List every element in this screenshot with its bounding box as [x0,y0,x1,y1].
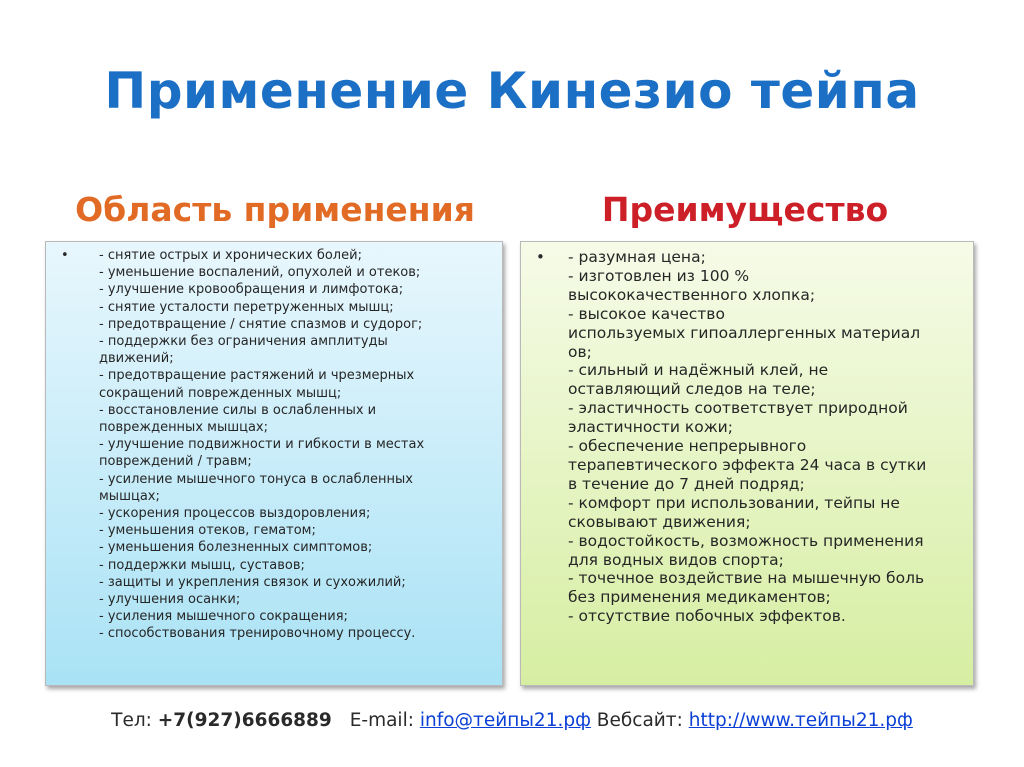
right-column-heading: Преимущество [601,190,889,229]
text-line: мышцах; [99,488,160,504]
text-line: сокращений поврежденных мышц; [99,385,342,401]
text-line: - водостойкость, возможность применения [568,531,924,550]
text-line: для водных видов спорта; [568,550,784,569]
applications-bullet-item [61,247,490,643]
text-line: - снятие острых и хронических болей; [99,248,362,263]
advantages-text [568,248,963,626]
applications-panel [45,241,503,686]
text-line: - предотвращение / снятие спазмов и судорог; [99,316,423,332]
text-line: - способствования тренировочному процессу. [99,626,416,642]
text-line: - усиления мышечного сокращения; [99,609,348,625]
advantages-bullet-item [536,248,963,626]
text-line: - обеспечение непрерывного [568,437,807,456]
text-line: - снятие усталости перетруженных мышц; [99,299,394,315]
left-column-heading: Область применения [75,190,475,229]
text-line: - отсутствие побочных эффектов. [568,607,846,626]
text-line: эластичности кожи; [568,418,733,437]
text-line: повреждений / травм; [99,454,252,470]
applications-text [99,247,490,643]
advantages-panel [520,241,974,686]
email-label: E-mail: [349,710,414,731]
text-line: движений; [99,351,174,367]
text-line: - уменьшения отеков, гематом; [99,523,316,539]
text-line: - сильный и надёжный клей, не [568,361,829,380]
text-line: - усиление мышечного тонуса в ослабленных [99,471,413,487]
text-line: - комфорт при использовании, тейпы не [568,493,900,512]
text-line: - точечное воздействие на мышечную боль [568,569,925,588]
text-line: - разумная цена; [568,248,706,266]
text-line: - высокое качество [568,304,725,323]
slide-title: Применение Кинезио тейпа [104,62,920,120]
text-line: в течение до 7 дней подряд; [568,474,805,493]
text-line: используемых гипоаллергенных материал [568,323,921,342]
text-line: - защиты и укрепления связок и сухожилий; [99,574,406,590]
text-line: - улучшения осанки; [99,592,241,608]
text-line: без применения медикаментов; [568,588,831,607]
text-line: - изготовлен из 100 % [568,266,750,285]
website-label: Вебсайт: [596,710,683,731]
text-line: ов; [568,342,592,361]
text-line: высококачественного хлопка; [568,285,816,304]
bullet-icon: • [61,248,69,263]
text-line: сковывают движения; [568,512,751,531]
contact-footer [0,710,1024,731]
text-line: - улучшение подвижности и гибкости в местах [99,437,425,453]
text-line: - уменьшения болезненных симптомов; [99,540,373,556]
phone-label: Тел: [111,710,152,731]
bullet-icon: • [536,248,545,266]
text-line: - поддержки без ограничения амплитуды [99,334,388,350]
website-link[interactable]: http://www.тейпы21.рф [688,710,913,731]
text-line: - предотвращение растяжений и чрезмерных [99,368,415,384]
text-line: терапевтического эффекта 24 часа в сутки [568,455,927,474]
text-line: поврежденных мышцах; [99,420,269,436]
text-line: - восстановление силы в ослабленных и [99,402,377,418]
text-line: - улучшение кровообращения и лимфотока; [99,282,404,298]
phone-number: +7(927)6666889 [157,710,332,731]
text-line: - ускорения процессов выздоровления; [99,506,371,522]
email-link[interactable]: info@тейпы21.рф [419,710,591,731]
text-line: - эластичность соответствует природной [568,399,908,418]
text-line: оставляющий следов на теле; [568,380,816,399]
text-line: - поддержки мышц, суставов; [99,557,305,573]
text-line: - уменьшение воспалений, опухолей и отеков; [99,265,421,281]
